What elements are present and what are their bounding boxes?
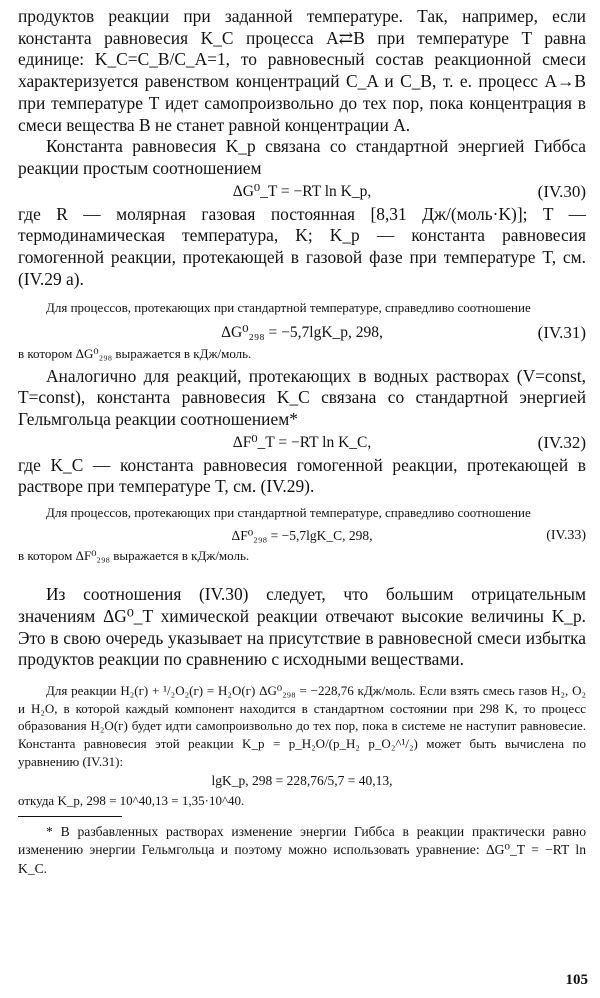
equation-iv32 xyxy=(18,431,586,455)
equation-number: (IV.30) xyxy=(537,181,586,201)
page-number: 105 xyxy=(565,972,588,988)
paragraph-small: Для процессов, протекающих при стандартной температуре, справедливо соотношение xyxy=(46,300,531,316)
paragraph-small: Для процессов, протекающих при стандартной температуре, справедливо соотношение xyxy=(46,505,531,521)
equation-iv33 xyxy=(18,525,586,547)
footnote-divider xyxy=(18,816,122,817)
paragraph: где K_C — константа равновесия гомогенной реакции, протекающей в растворе при температуре T, см. (IV.29). xyxy=(18,454,586,497)
paragraph: Аналогично для реакций, протекающих в водных растворах (V=const, T=const), константа равновесия K_C связана со стандартной энергией Гельмгольца реакции соотношением* xyxy=(18,365,586,430)
paragraph: Константа равновесия K_p связана со стандартной энергией Гиббса реакции простым соотношением xyxy=(18,136,586,178)
equation-formula: ΔG⁰₂₉₈ = −5,7lgK_p, 298, xyxy=(221,324,383,342)
paragraph: где R — молярная газовая постоянная [8,31 Дж/(моль·K)]; T — термодинамическая температура, K; K_p — константа равновесия гомогенной реакции, протекающей в газовой фазе при температуре T, см. (IV.29 а). xyxy=(18,203,586,289)
equation-number: (IV.31) xyxy=(537,323,586,343)
equation-formula: ΔF⁰₂₉₈ = −5,7lgK_C, 298, xyxy=(231,527,373,543)
paragraph-small: Для реакции H₂(г) + ¹/₂O₂(г) = H₂O(г) ΔG⁰₂₉₈ = −228,76 кДж/моль. Если взять смесь газов H₂, O₂ и H₂O, в которой каждый компонент находится в стандартном состоянии при 298 K, то процесс образования H₂O(г) будет идти самопроизвольно до тех пор, пока в системе не наступит равновесие. Константа равновесия этой реакции K_p = p_H₂O/(p_H₂ p_O₂^¹/₂) может быть вычислена по уравнению (IV.31): xyxy=(18,683,586,769)
paragraph-small: в котором ΔF⁰₂₉₈ выражается в кДж/моль. xyxy=(18,547,250,563)
paragraph: Из соотношения (IV.30) следует, что большим отрицательным значениям ΔG⁰_T химической реакции отвечают высокие величины K_p. Это в свою очередь указывает на присутствие в равновесной смеси избытка продуктов реакции по сравнению с исходными веществами. xyxy=(18,584,586,670)
equation-number: (IV.33) xyxy=(546,527,586,543)
equation-iv31 xyxy=(18,321,586,345)
footnote: * В разбавленных растворах изменение энергии Гиббса в реакции практически равно изменению энергии Гельмгольца и поэтому можно использовать уравнение: ΔG⁰_T = −RT ln K_C. xyxy=(18,823,586,876)
equation-formula: ΔG⁰_T = −RT ln K_p, xyxy=(232,182,372,200)
paragraph-small: откуда K_p, 298 = 10^40,13 = 1,35·10^40. xyxy=(18,793,245,809)
equation-formula: ΔF⁰_T = −RT ln K_C, xyxy=(232,433,372,451)
equation-formula: lgK_p, 298 = 228,76/5,7 = 40,13, xyxy=(211,773,393,789)
equation-number: (IV.32) xyxy=(537,432,586,452)
equation-iv30 xyxy=(18,180,586,204)
paragraph-small: в котором ΔG⁰₂₉₈ выражается в кДж/моль. xyxy=(18,346,252,362)
paragraph: продуктов реакции при заданной температуре. Так, например, если константа равновесия K_C процесса A⇄B при температуре T равна единице: K_C=C_B/C_A=1, то равновесный состав реакционной смеси характеризуется равенством концентраций C_A и C_B, т. е. процесс A→B при температуре T идет самопроизвольно до тех пор, пока концентрация в смеси вещества B не станет равной концентрации A. xyxy=(18,6,586,135)
page-content xyxy=(18,6,586,878)
equation-calc xyxy=(18,770,586,792)
